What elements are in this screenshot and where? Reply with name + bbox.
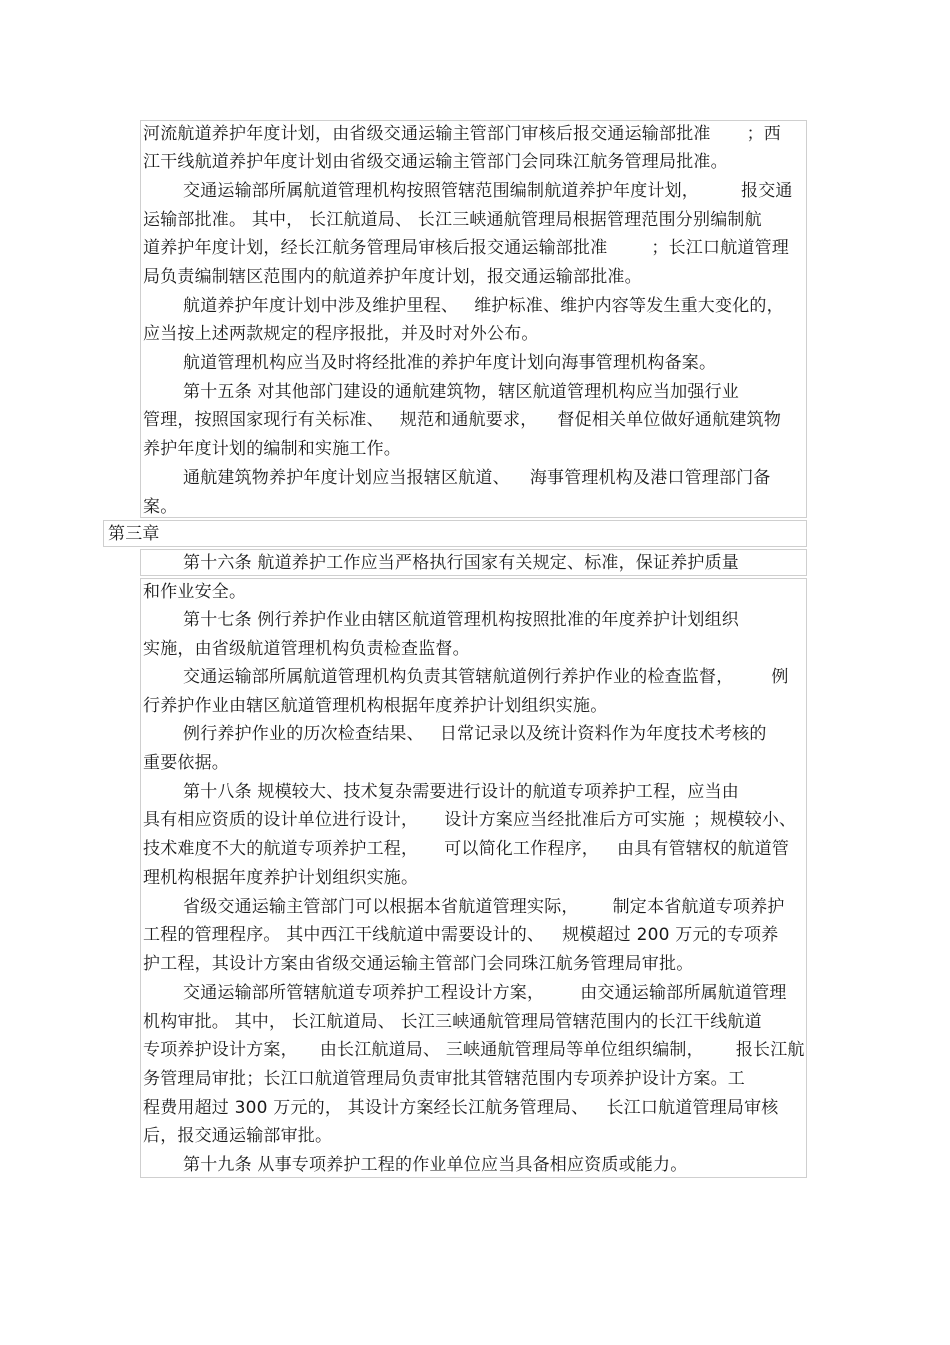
text-line: [183, 979, 787, 1007]
chapter-heading: 第三章: [108, 524, 160, 544]
text-segment: 养护年度计划的编制和实施工作。: [143, 439, 401, 459]
text-segment: 规范和通航要求，: [399, 410, 538, 430]
text-segment: 制定本省航道专项养护: [612, 897, 785, 917]
text-line: [143, 1008, 762, 1036]
text-segment: 应当按上述两款规定的程序报批，并及时对外公布。: [143, 324, 539, 344]
text-segment: 实施，由省级航道管理机构负责检查监督。: [143, 639, 470, 659]
text-line: [183, 893, 785, 921]
text-segment: 维护标准、维护内容等发生重大变化的，: [474, 296, 784, 316]
text-segment: 案。: [143, 497, 178, 517]
text-segment: 日常记录以及统计资料作为年度技术考核的: [439, 724, 767, 744]
text-line: [183, 778, 739, 806]
text-segment: 护工程，其设计方案由省级交通运输主管部门会同珠江航务管理局审批。: [143, 954, 694, 974]
text-segment: 交通运输部所属航道管理机构负责其管辖航道例行养护作业的检查监督，: [183, 667, 734, 687]
text-line: [143, 234, 789, 262]
text-segment: ；规模较小、: [693, 810, 797, 830]
text-segment: 航道养护年度计划中涉及维护里程、: [183, 296, 459, 316]
text-segment: 例行养护作业的历次检查结果、: [183, 724, 424, 744]
text-segment: 行养护作业由辖区航道管理机构根据年度养护计划组织实施。: [143, 696, 608, 716]
text-segment: 务管理局审批；长江口航道管理局负责审批其管辖范围内专项养护设计方案。工: [143, 1069, 745, 1089]
text-segment: 第十七条 例行养护作业由辖区航道管理机构按照批准的年度养护计划组织: [183, 610, 740, 630]
text-segment: ；西: [746, 124, 782, 144]
text-line: [143, 864, 418, 892]
text-segment: 报长江航: [735, 1040, 805, 1060]
text-segment: 河流航道养护年度计划，由省级交通运输主管部门审核后报交通运输部批准: [143, 124, 711, 144]
text-line: [143, 749, 229, 777]
text-line: [143, 206, 762, 234]
text-line: [183, 349, 716, 377]
text-segment: 长江口航道管理局审核: [606, 1098, 779, 1118]
text-line: [143, 435, 401, 463]
text-line: [143, 1122, 332, 1150]
text-line: [143, 635, 470, 663]
text-segment: 专项养护设计方案，: [143, 1040, 298, 1060]
text-segment: 交通运输部所管辖航道专项养护工程设计方案，: [183, 983, 545, 1003]
text-segment: 可以简化工作程序，: [444, 839, 600, 859]
text-line: [183, 292, 784, 320]
text-segment: 由长江航道局、 三峡通航管理局等单位组织编制，: [319, 1040, 704, 1060]
text-segment: 程费用超过 300 万元的， 其设计方案经长江航务管理局、: [143, 1098, 589, 1118]
text-segment: 和作业安全。: [143, 582, 247, 602]
text-segment: 规模超过 200 万元的专项养: [562, 925, 779, 945]
text-segment: 航道管理机构应当及时将经批准的养护年度计划向海事管理机构备案。: [183, 353, 717, 373]
text-line: [183, 1151, 687, 1179]
text-segment: 江干线航道养护年度计划由省级交通运输主管部门会同珠江航务管理局批准。: [143, 152, 728, 172]
text-segment: 海事管理机构及港口管理部门备: [529, 468, 771, 488]
text-segment: 局负责编制辖区范围内的航道养护年度计划，报交通运输部批准。: [143, 267, 642, 287]
text-line: [183, 464, 771, 492]
chapter-frame: [103, 520, 807, 547]
text-segment: 道养护年度计划，经长江航务管理局审核后报交通运输部批准: [143, 238, 608, 258]
text-segment: 具有相应资质的设计单位进行设计，: [143, 810, 419, 830]
text-segment: 报交通: [741, 181, 793, 201]
text-segment: 后，报交通运输部审批。: [143, 1126, 333, 1146]
text-line: [143, 578, 246, 606]
text-line: [183, 177, 793, 205]
text-line: [183, 720, 767, 748]
text-line: [143, 148, 728, 176]
text-segment: 第十五条 对其他部门建设的通航建筑物，辖区航道管理机构应当加强行业: [183, 382, 740, 402]
text-line: [143, 120, 781, 148]
text-segment: 第十六条 航道养护工作应当严格执行国家有关规定、标准，保证养护质量: [183, 553, 740, 573]
text-line: [143, 1036, 805, 1064]
text-line: [143, 921, 778, 949]
text-segment: 理机构根据年度养护计划组织实施。: [143, 868, 419, 888]
text-segment: 第十九条 从事专项养护工程的作业单位应当具备相应资质或能力。: [183, 1155, 688, 1175]
text-segment: ；长江口航道管理: [651, 238, 790, 258]
text-line: [143, 406, 781, 434]
text-segment: 重要依据。: [143, 753, 229, 773]
text-segment: 第十八条 规模较大、技术复杂需要进行设计的航道专项养护工程，应当由: [183, 782, 740, 802]
text-line: [143, 1065, 745, 1093]
text-segment: 机构审批。 其中， 长江航道局、 长江三峡通航管理局管辖范围内的长江干线航道: [143, 1012, 762, 1032]
text-segment: 技术难度不大的航道专项养护工程，: [143, 839, 419, 859]
text-segment: 设计方案应当经批准后方可实施: [444, 810, 686, 830]
text-line: [183, 663, 789, 691]
text-segment: 工程的管理程序。 其中西江干线航道中需要设计的、: [143, 925, 545, 945]
text-segment: 通航建筑物养护年度计划应当报辖区航道、: [183, 468, 510, 488]
text-segment: 管理，按照国家现行有关标准、: [143, 410, 384, 430]
text-line: [183, 606, 739, 634]
text-line: [143, 320, 539, 348]
text-line: [143, 806, 796, 834]
text-line: [183, 378, 739, 406]
text-segment: 例: [771, 667, 789, 687]
text-segment: 运输部批准。 其中， 长江航道局、 长江三峡通航管理局根据管理范围分别编制航: [143, 210, 762, 230]
text-line: [143, 263, 642, 291]
text-line: [143, 493, 177, 521]
text-segment: 由具有管辖权的航道管: [617, 839, 790, 859]
text-line: [143, 835, 789, 863]
text-segment: 督促相关单位做好通航建筑物: [557, 410, 782, 430]
text-line: [143, 950, 693, 978]
text-segment: 省级交通运输主管部门可以根据本省航道管理实际，: [183, 897, 579, 917]
text-segment: 交通运输部所属航道管理机构按照管辖范围编制航道养护年度计划，: [183, 181, 699, 201]
text-segment: 由交通运输部所属航道管理: [580, 983, 787, 1003]
text-line: [143, 692, 607, 720]
text-line: [183, 549, 739, 577]
text-line: [143, 1094, 778, 1122]
